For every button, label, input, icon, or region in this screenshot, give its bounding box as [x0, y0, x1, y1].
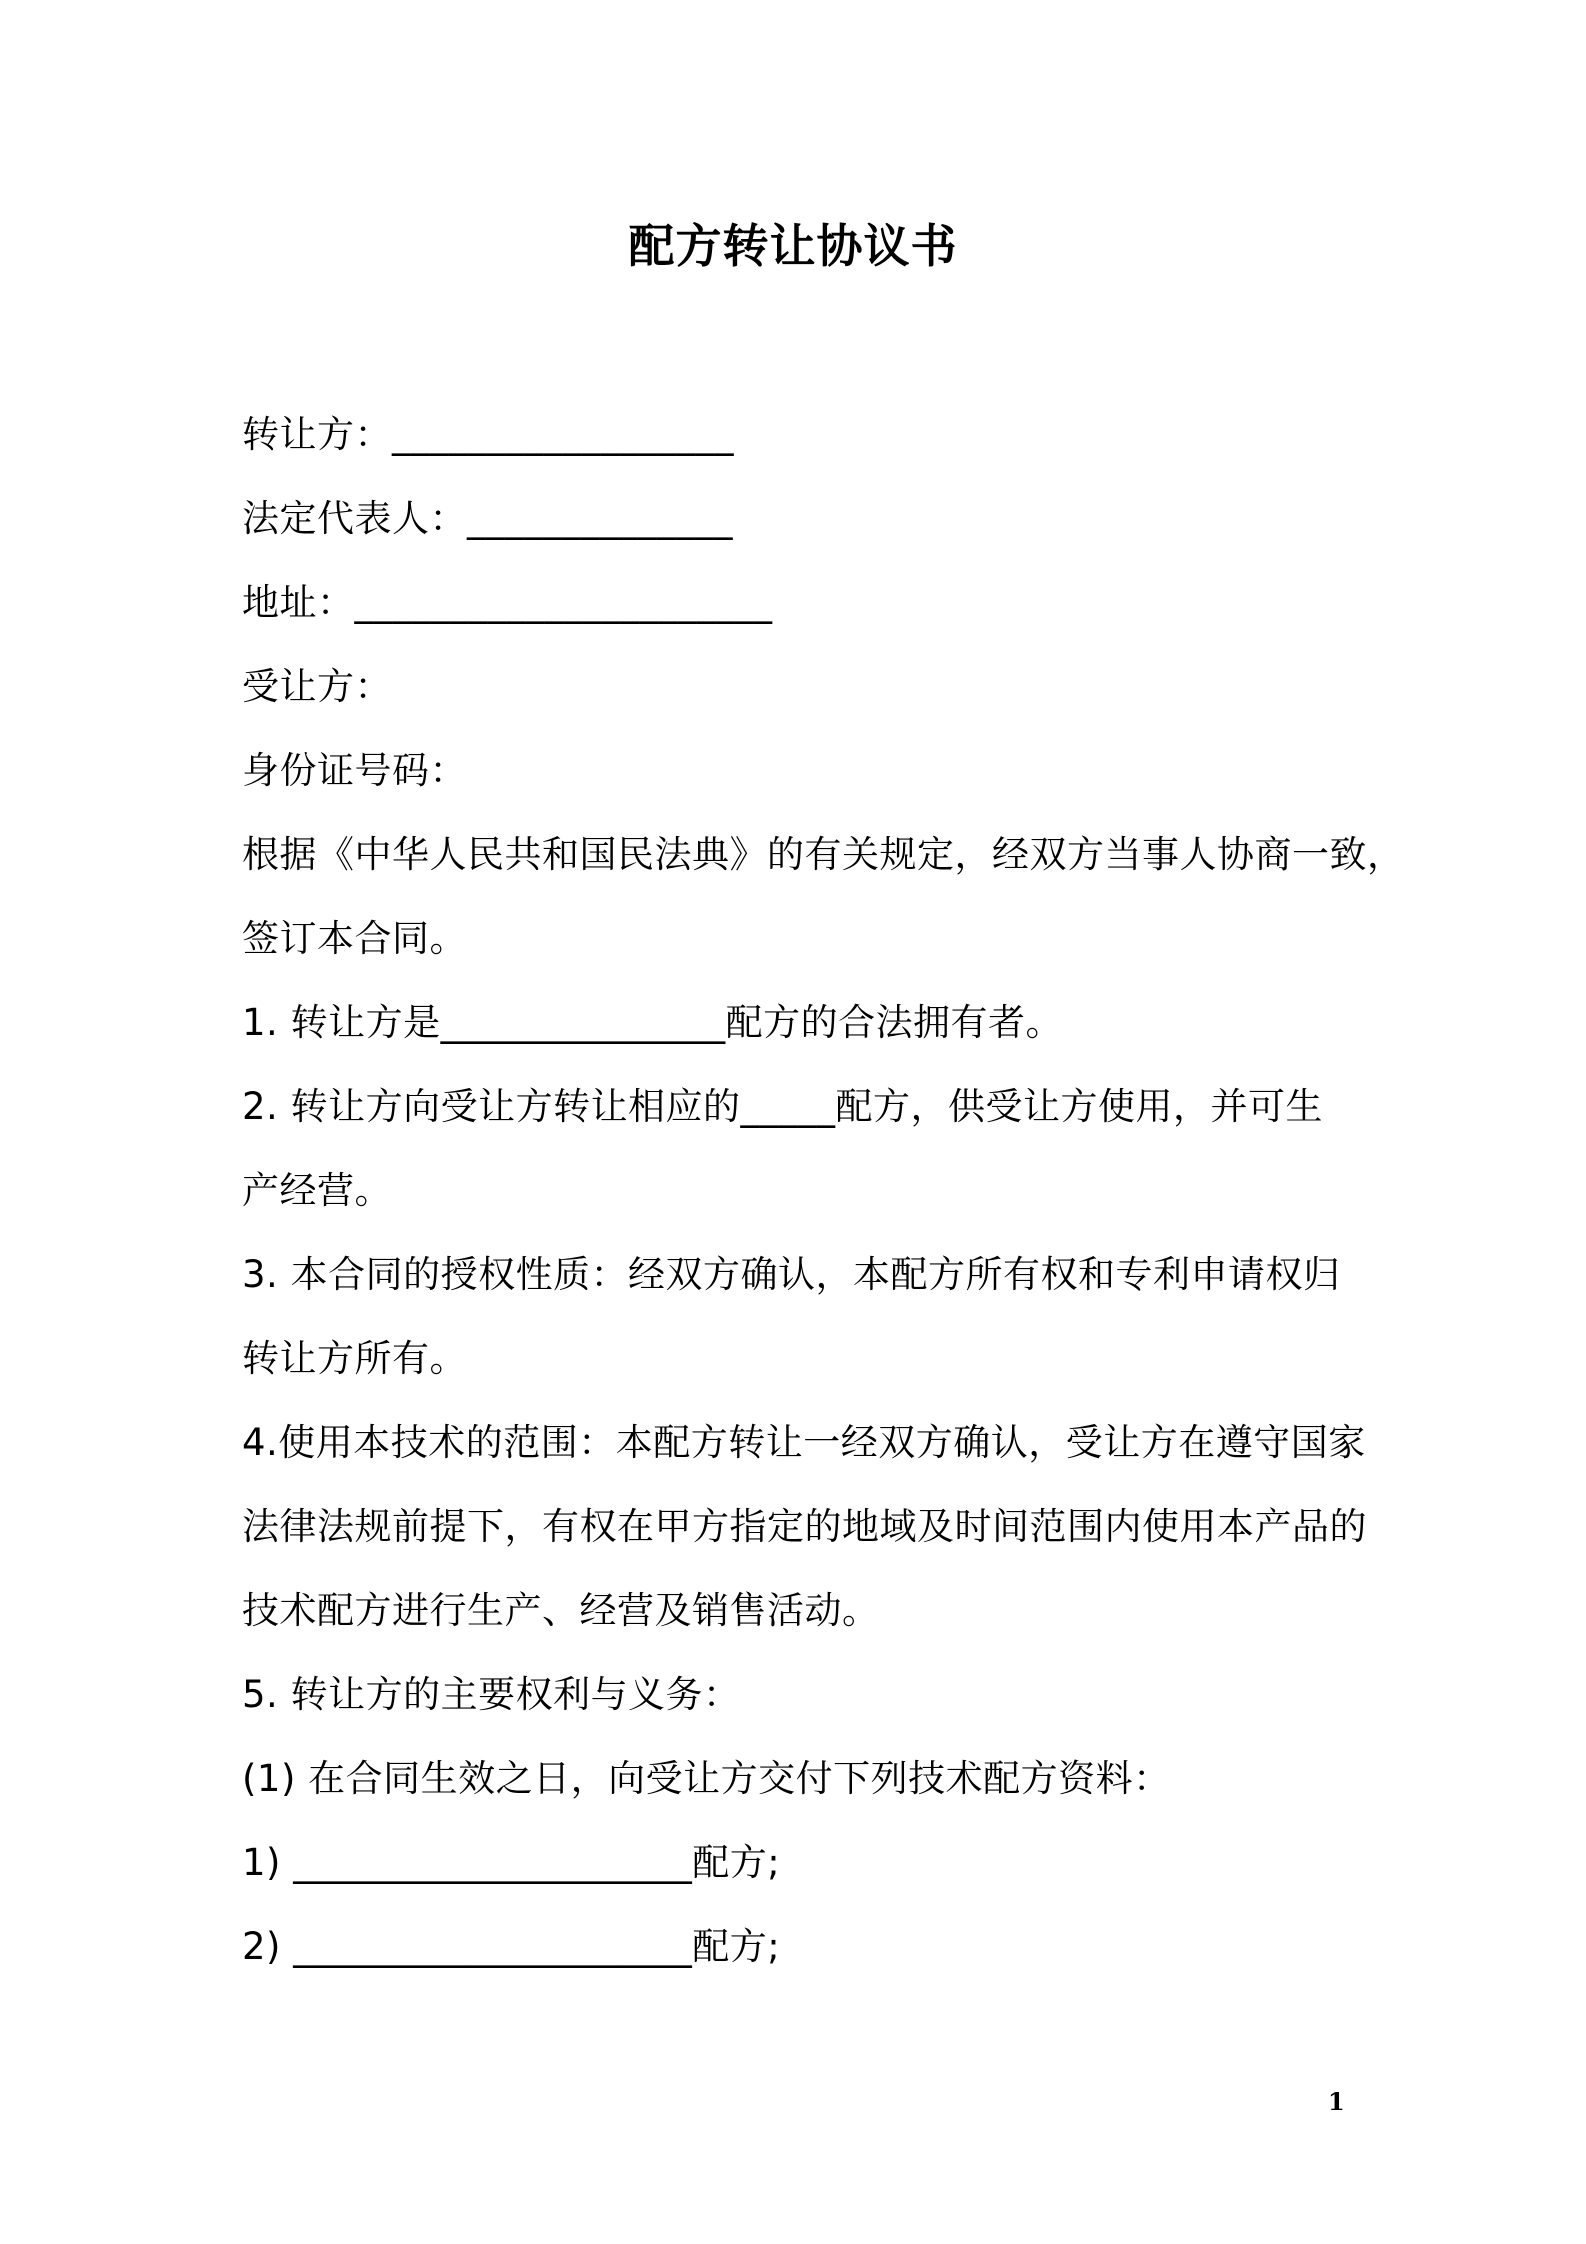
- clause-3-line-1: 3. 本合同的授权性质：经双方确认，本配方所有权和专利申请权归: [242, 1253, 1341, 1296]
- clause-3-line-2: 转让方所有。: [242, 1337, 467, 1380]
- document-title: 配方转让协议书: [628, 219, 958, 273]
- preamble-line-1: 根据《中华人民共和国民法典》的有关规定，经双方当事人协商一致，: [242, 833, 1405, 876]
- formula-item-1-line: 1) _____________________配方;: [242, 1841, 781, 1884]
- clause-5-line: 5. 转让方的主要权利与义务：: [242, 1673, 741, 1716]
- clause-4-line-3: 技术配方进行生产、经营及销售活动。: [242, 1589, 880, 1632]
- clause-5-item-1-line: (1) 在合同生效之日，向受让方交付下列技术配方资料：: [242, 1757, 1171, 1800]
- formula-item-2-line: 2) _____________________配方;: [242, 1925, 781, 1968]
- address-line: 地址：______________________: [242, 581, 773, 624]
- page-number: 1: [1328, 2087, 1345, 2116]
- id-number-line: 身份证号码：: [242, 749, 467, 792]
- clause-4-line-1: 4.使用本技术的范围：本配方转让一经双方确认，受让方在遵守国家: [242, 1421, 1366, 1464]
- clause-1-line: 1. 转让方是_______________配方的合法拥有者。: [242, 1001, 1064, 1044]
- clause-2-line-1: 2. 转让方向受让方转让相应的_____配方，供受让方使用，并可生: [242, 1085, 1324, 1128]
- clause-4-line-2: 法律法规前提下，有权在甲方指定的地域及时间范围内使用本产品的: [242, 1505, 1367, 1548]
- clause-2-line-2: 产经营。: [242, 1169, 392, 1212]
- legal-representative-line: 法定代表人：______________: [242, 497, 733, 540]
- transferee-line: 受让方：: [242, 665, 392, 708]
- transferor-line: 转让方：__________________: [242, 413, 734, 456]
- preamble-line-2: 签订本合同。: [242, 917, 467, 960]
